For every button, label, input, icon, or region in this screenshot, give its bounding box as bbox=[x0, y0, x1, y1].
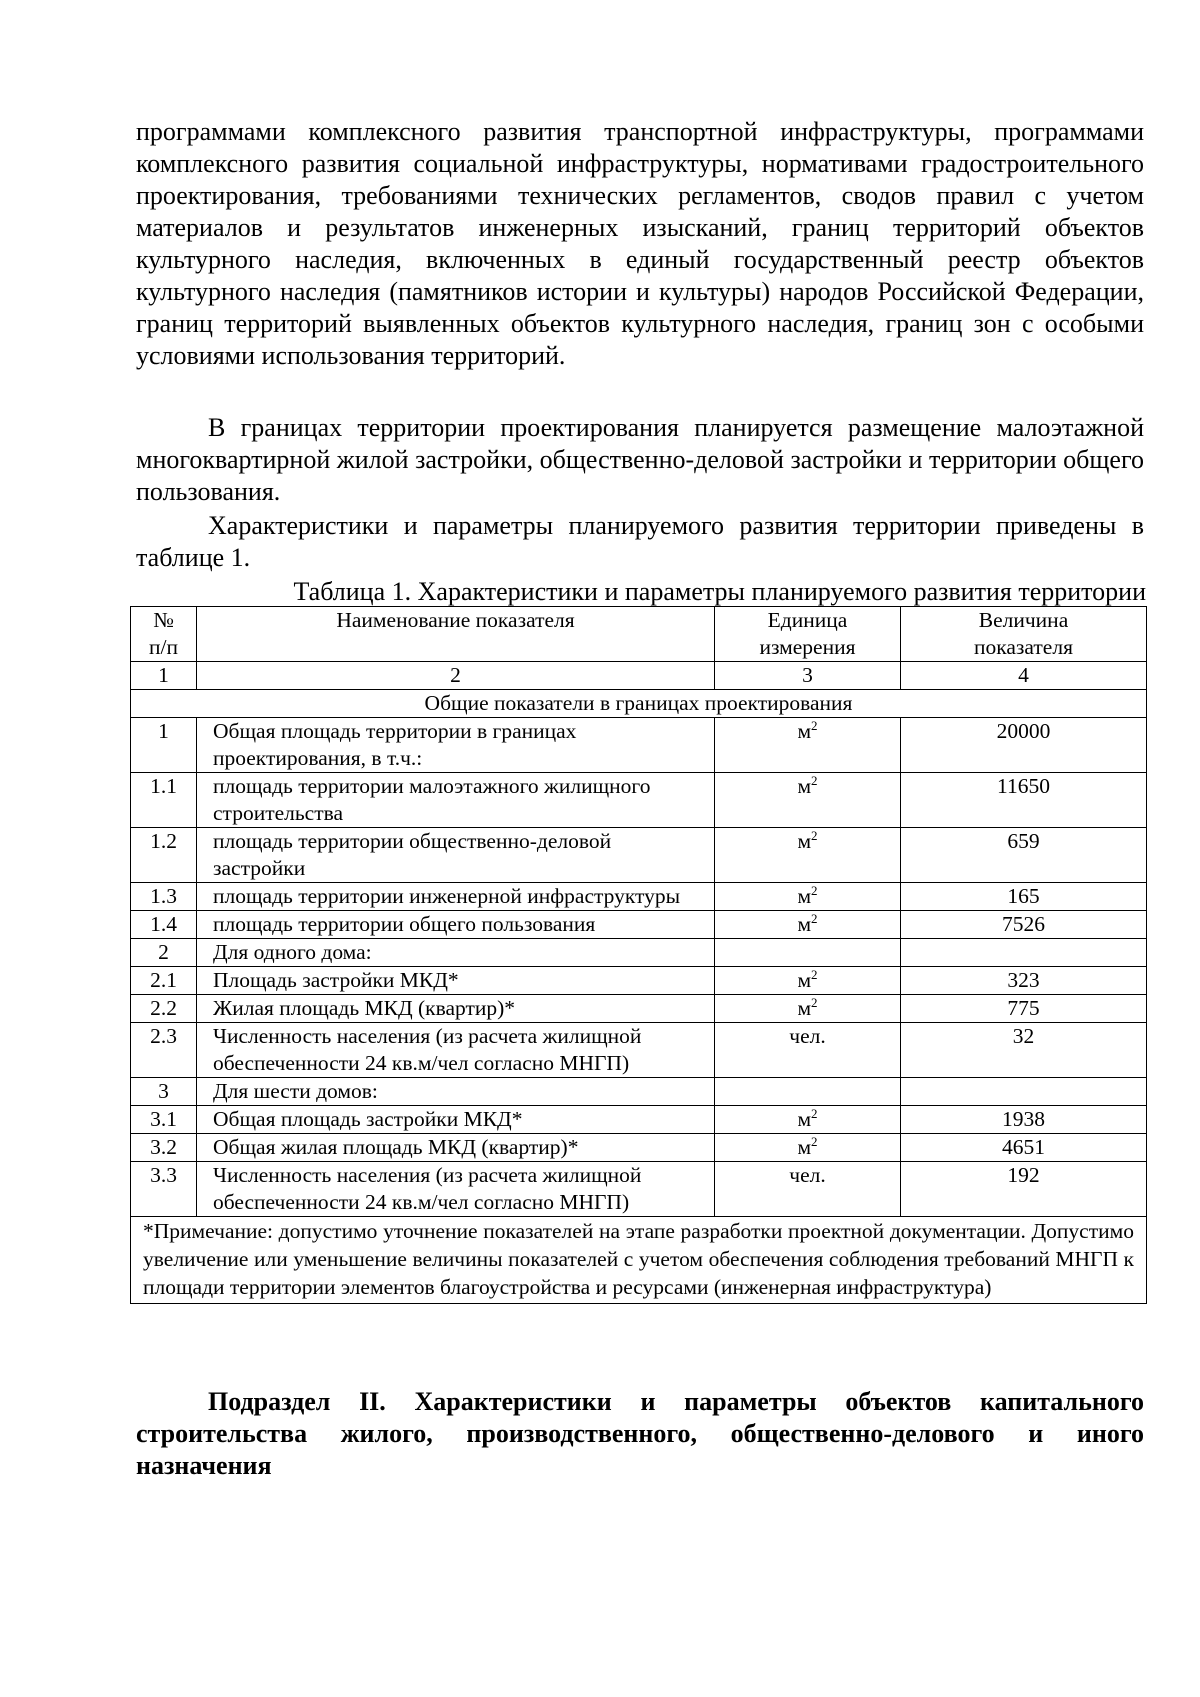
unit-exponent: 2 bbox=[811, 911, 818, 926]
row-unit bbox=[715, 1106, 901, 1134]
unit-base: м bbox=[797, 996, 812, 1020]
row-indicator-name: площадь территории инженерной инфраструктуры bbox=[197, 883, 715, 911]
table-row bbox=[131, 1023, 1147, 1078]
header-name: Наименование показателя bbox=[197, 607, 715, 662]
row-unit bbox=[715, 883, 901, 911]
row-unit: чел. bbox=[715, 1162, 901, 1217]
row-number: 1 bbox=[131, 718, 197, 773]
table-row bbox=[131, 1078, 1147, 1106]
column-number-row bbox=[131, 662, 1147, 690]
unit-exponent: 2 bbox=[811, 995, 818, 1010]
parameters-table bbox=[130, 606, 1147, 1304]
unit-exponent: 2 bbox=[811, 773, 818, 788]
unit-base: м bbox=[797, 912, 812, 936]
table-row bbox=[131, 828, 1147, 883]
row-number: 3.1 bbox=[131, 1106, 197, 1134]
row-value: 192 bbox=[901, 1162, 1147, 1217]
table-header-row bbox=[131, 607, 1147, 662]
row-indicator-name: площадь территории общего пользования bbox=[197, 911, 715, 939]
row-value: 32 bbox=[901, 1023, 1147, 1078]
row-number: 3 bbox=[131, 1078, 197, 1106]
row-unit bbox=[715, 967, 901, 995]
header-unit: Единица измерения bbox=[715, 607, 901, 662]
column-number: 3 bbox=[715, 662, 901, 690]
table-row bbox=[131, 967, 1147, 995]
row-number: 1.2 bbox=[131, 828, 197, 883]
table-row bbox=[131, 995, 1147, 1023]
unit-exponent: 2 bbox=[811, 967, 818, 982]
row-value bbox=[901, 1078, 1147, 1106]
row-indicator-name: Площадь застройки МКД* bbox=[197, 967, 715, 995]
row-unit bbox=[715, 1134, 901, 1162]
row-unit bbox=[715, 939, 901, 967]
row-indicator-name: Общая площадь застройки МКД* bbox=[197, 1106, 715, 1134]
row-value: 775 bbox=[901, 995, 1147, 1023]
table-row bbox=[131, 939, 1147, 967]
row-indicator-name: Для одного дома: bbox=[197, 939, 715, 967]
table-row bbox=[131, 911, 1147, 939]
row-number: 1.4 bbox=[131, 911, 197, 939]
row-value bbox=[901, 939, 1147, 967]
row-unit bbox=[715, 773, 901, 828]
row-number: 2.3 bbox=[131, 1023, 197, 1078]
row-indicator-name: Численность населения (из расчета жилищной обеспеченности 24 кв.м/чел согласно МНГП) bbox=[197, 1162, 715, 1217]
paragraph-intro: программами комплексного развития транспортной инфраструктуры, программами комплексного развития социальной инфраструктуры, нормативами градостроительного проектирования, требованиями технических регламентов, сводов правил с учетом материалов и результатов инженерных изысканий, границ территорий объектов культурного наследия, включенных в единый государственный реестр объектов культурного наследия (памятников истории и культуры) народов Российской Федерации, границ территорий выявленных объектов культурного наследия, границ зон с особыми условиями использования территорий. bbox=[136, 117, 1144, 370]
row-number: 2 bbox=[131, 939, 197, 967]
row-value: 4651 bbox=[901, 1134, 1147, 1162]
unit-base: м bbox=[797, 1107, 812, 1131]
row-number: 2.1 bbox=[131, 967, 197, 995]
row-number: 2.2 bbox=[131, 995, 197, 1023]
unit-base: м bbox=[797, 1135, 812, 1159]
section-title-row bbox=[131, 690, 1147, 718]
table-row bbox=[131, 1134, 1147, 1162]
row-value: 323 bbox=[901, 967, 1147, 995]
table-caption: Таблица 1. Характеристики и параметры планируемого развития территории bbox=[293, 577, 1146, 606]
unit-exponent: 2 bbox=[811, 828, 818, 843]
row-indicator-name: Для шести домов: bbox=[197, 1078, 715, 1106]
column-number: 2 bbox=[197, 662, 715, 690]
row-number: 1.1 bbox=[131, 773, 197, 828]
unit-base: м bbox=[797, 719, 812, 743]
column-number: 1 bbox=[131, 662, 197, 690]
row-unit bbox=[715, 995, 901, 1023]
header-num: № п/п bbox=[131, 607, 197, 662]
row-unit: чел. bbox=[715, 1023, 901, 1078]
paragraph-planning: В границах территории проектирования планируется размещение малоэтажной многоквартирной жилой застройки, общественно-деловой застройки и территории общего пользования. bbox=[136, 413, 1144, 506]
row-unit bbox=[715, 718, 901, 773]
row-indicator-name: площадь территории общественно-деловой застройки bbox=[197, 828, 715, 883]
column-number: 4 bbox=[901, 662, 1147, 690]
table-row bbox=[131, 883, 1147, 911]
section-title: Общие показатели в границах проектирования bbox=[131, 690, 1147, 718]
unit-exponent: 2 bbox=[811, 883, 818, 898]
unit-base: м bbox=[797, 968, 812, 992]
row-indicator-name: Общая площадь территории в границах проектирования, в т.ч.: bbox=[197, 718, 715, 773]
table-row bbox=[131, 1106, 1147, 1134]
table-row bbox=[131, 718, 1147, 773]
row-value: 165 bbox=[901, 883, 1147, 911]
unit-base: м bbox=[797, 829, 812, 853]
unit-exponent: 2 bbox=[811, 1134, 818, 1149]
row-value: 659 bbox=[901, 828, 1147, 883]
row-unit bbox=[715, 911, 901, 939]
row-indicator-name: Общая жилая площадь МКД (квартир)* bbox=[197, 1134, 715, 1162]
row-unit bbox=[715, 1078, 901, 1106]
unit-exponent: 2 bbox=[811, 718, 818, 733]
header-value: Величина показателя bbox=[901, 607, 1147, 662]
unit-base: м bbox=[797, 884, 812, 908]
row-value: 1938 bbox=[901, 1106, 1147, 1134]
row-number: 3.3 bbox=[131, 1162, 197, 1217]
row-indicator-name: Численность населения (из расчета жилищной обеспеченности 24 кв.м/чел согласно МНГП) bbox=[197, 1023, 715, 1078]
paragraph-table-reference: Характеристики и параметры планируемого развития территории приведены в таблице 1. bbox=[136, 511, 1144, 572]
row-number: 1.3 bbox=[131, 883, 197, 911]
row-value: 11650 bbox=[901, 773, 1147, 828]
row-indicator-name: Жилая площадь МКД (квартир)* bbox=[197, 995, 715, 1023]
row-unit bbox=[715, 828, 901, 883]
note-row bbox=[131, 1217, 1147, 1304]
row-value: 20000 bbox=[901, 718, 1147, 773]
table-row bbox=[131, 773, 1147, 828]
subsection-heading: Подраздел II. Характеристики и параметры объектов капитального строительства жилого, производственного, общественно-делового и иного назначения bbox=[136, 1387, 1144, 1480]
table-row bbox=[131, 1162, 1147, 1217]
unit-exponent: 2 bbox=[811, 1106, 818, 1121]
row-indicator-name: площадь территории малоэтажного жилищного строительства bbox=[197, 773, 715, 828]
table-note: *Примечание: допустимо уточнение показателей на этапе разработки проектной документации. Допустимо увеличение или уменьшение величины показателей с учетом обеспечения соблюдения требований МНГП к площади территории элементов благоустройства и ресурсами (инженерная инфраструктура) bbox=[131, 1217, 1147, 1304]
unit-base: м bbox=[797, 774, 812, 798]
row-number: 3.2 bbox=[131, 1134, 197, 1162]
row-value: 7526 bbox=[901, 911, 1147, 939]
